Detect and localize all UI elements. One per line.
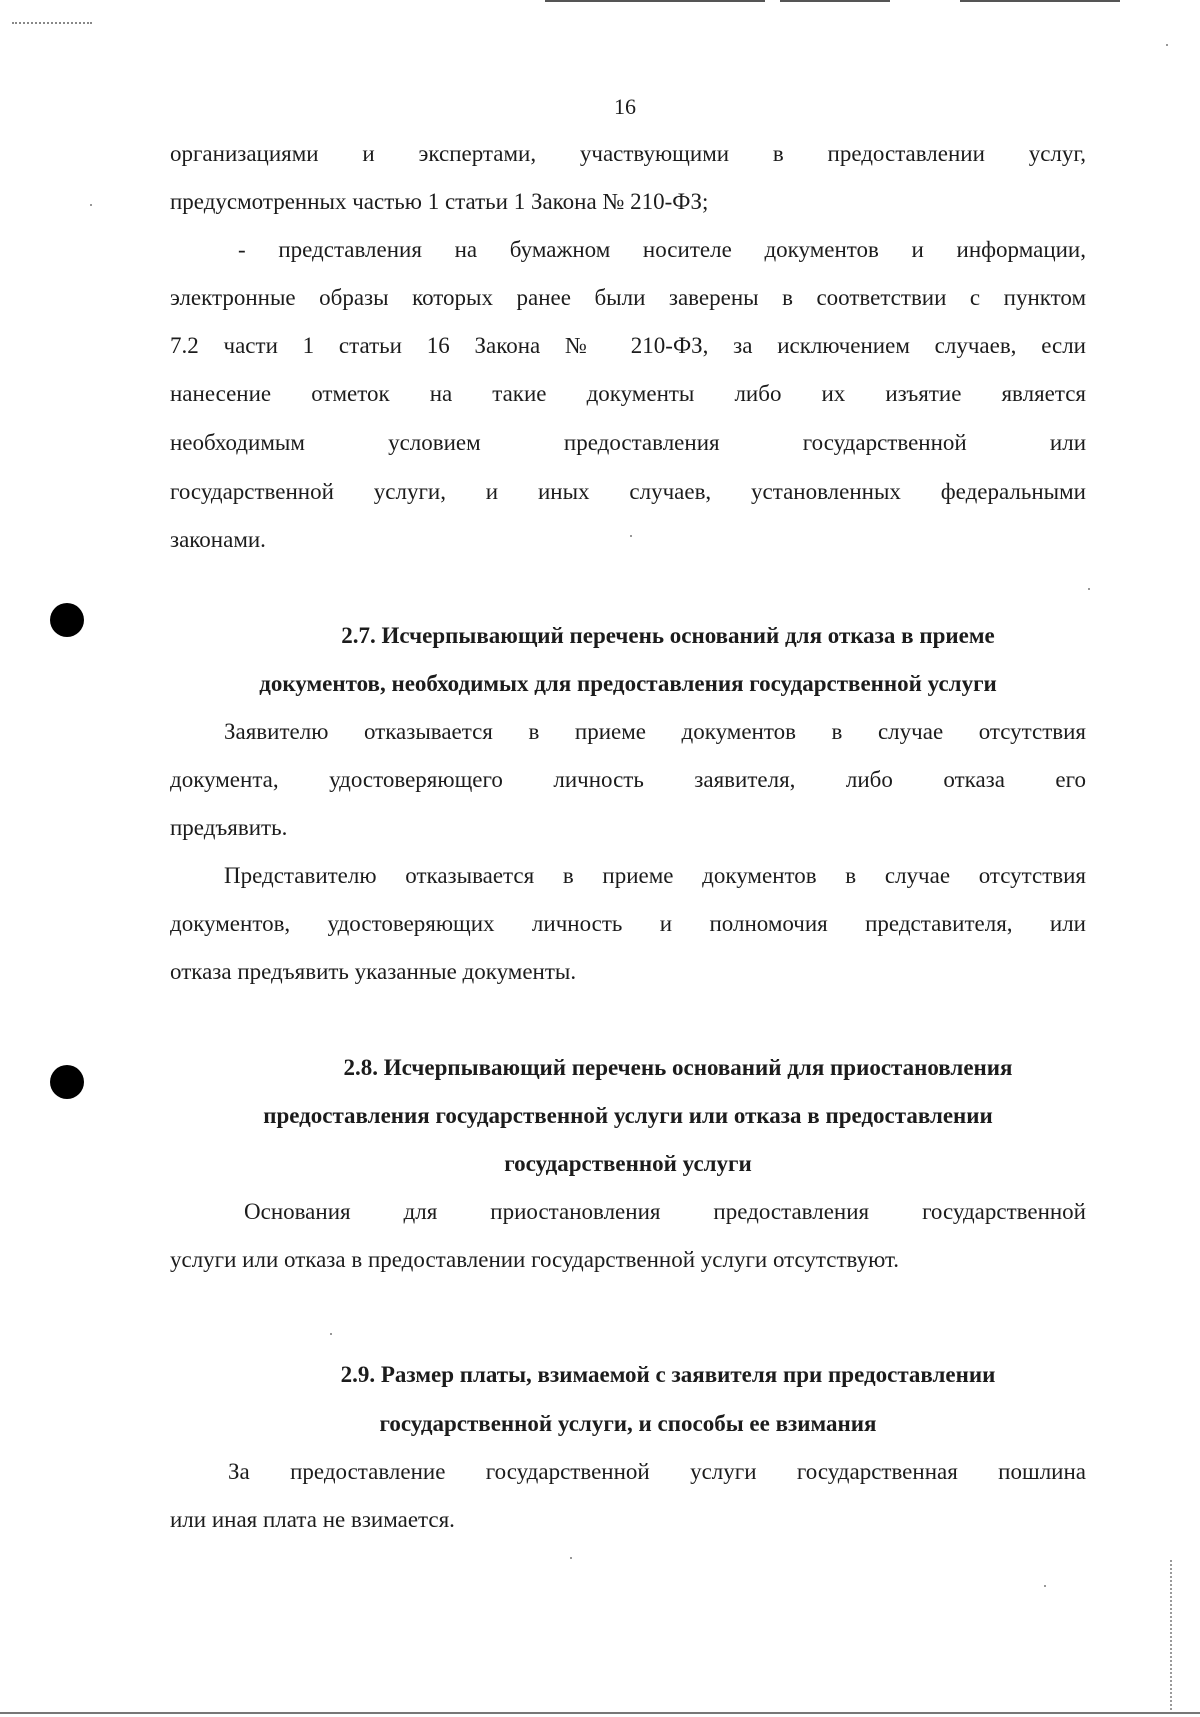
text-line: предусмотренных частью 1 статьи 1 Закона № 210-ФЗ; [170, 189, 709, 214]
intro-line [170, 139, 1086, 169]
paragraph-line [170, 909, 1086, 939]
section-heading: 2.9. Размер платы, взимаемой с заявителя при предоставлении [340, 1362, 996, 1387]
intro-line [238, 235, 1086, 265]
paragraph-line [170, 1245, 1086, 1275]
punch-hole [50, 603, 84, 637]
text-line: законами. [170, 527, 266, 552]
text-line: 7.2 части 1 статьи 16 Закона № 210-ФЗ, за исключением случаев, если [170, 333, 1086, 358]
paragraph-line [170, 1505, 1086, 1535]
scan-speck [90, 204, 92, 206]
text-line: За предоставление государственной услуги государственная пошлина [228, 1459, 1086, 1484]
text-line: необходимым условием предоставления государственной или [170, 430, 1086, 455]
text-line: отказа предъявить указанные документы. [170, 959, 577, 984]
scan-bottom-edge [0, 1712, 1200, 1714]
intro-line [170, 379, 1086, 409]
intro-line [170, 283, 1086, 313]
page-number: 16 [614, 94, 636, 119]
text-line: документов, удостоверяющих личность и полномочия представителя, или [170, 911, 1086, 936]
intro-line [170, 525, 1086, 555]
text-line: нанесение отметок на такие документы либо их изъятие является [170, 381, 1086, 406]
intro-line [170, 477, 1086, 507]
text-line: электронные образы которых ранее были заверены в соответствии с пунктом [170, 285, 1086, 310]
text-line: Заявителю отказывается в приеме документов в случае отсутствия [224, 719, 1086, 744]
punch-hole [50, 1065, 84, 1099]
text-line: организациями и экспертами, участвующими в предоставлении услуг, [170, 141, 1086, 166]
paragraph-line [170, 957, 1086, 987]
paragraph-line [224, 717, 1086, 747]
text-line: предъявить. [170, 815, 288, 840]
scan-edge-mark [780, 0, 890, 2]
text-line: Основания для приостановления предоставления государственной [244, 1199, 1086, 1224]
intro-line [170, 187, 1086, 217]
text-line: Представителю отказывается в приеме документов в случае отсутствия [224, 863, 1086, 888]
scan-right-edge [1170, 1560, 1175, 1710]
paragraph-line [228, 1457, 1086, 1487]
section-heading: государственной услуги, и способы ее взимания [379, 1411, 877, 1436]
scan-corner-dots [12, 22, 92, 24]
intro-line [170, 331, 1086, 361]
section-heading: государственной услуги [504, 1151, 752, 1176]
section-heading: документов, необходимых для предоставления государственной услуги [259, 671, 997, 696]
text-line: услуги или отказа в предоставлении государственной услуги отсутствуют. [170, 1247, 900, 1272]
scan-speck [570, 1557, 572, 1559]
paragraph-line [244, 1197, 1086, 1227]
text-line: государственной услуги, и иных случаев, установленных федеральными [170, 479, 1086, 504]
text-line: или иная плата не взимается. [170, 1507, 455, 1532]
scan-speck [330, 1333, 332, 1335]
scan-speck [1166, 44, 1168, 46]
paragraph-line [170, 813, 1086, 843]
text-line: документа, удостоверяющего личность заявителя, либо отказа его [170, 767, 1086, 792]
intro-line [170, 428, 1086, 458]
section-heading: 2.8. Исчерпывающий перечень оснований для приостановления [343, 1055, 1013, 1080]
paragraph-line [170, 765, 1086, 795]
scan-speck [1044, 1585, 1046, 1587]
scan-edge-mark [545, 0, 765, 2]
scan-edge-mark [960, 0, 1120, 2]
section-heading: предоставления государственной услуги или отказа в предоставлении [263, 1103, 993, 1128]
paragraph-line [224, 861, 1086, 891]
scan-speck [1088, 588, 1090, 590]
text-line: - представления на бумажном носителе документов и информации, [238, 237, 1086, 262]
section-heading: 2.7. Исчерпывающий перечень оснований для отказа в приеме [341, 623, 995, 648]
